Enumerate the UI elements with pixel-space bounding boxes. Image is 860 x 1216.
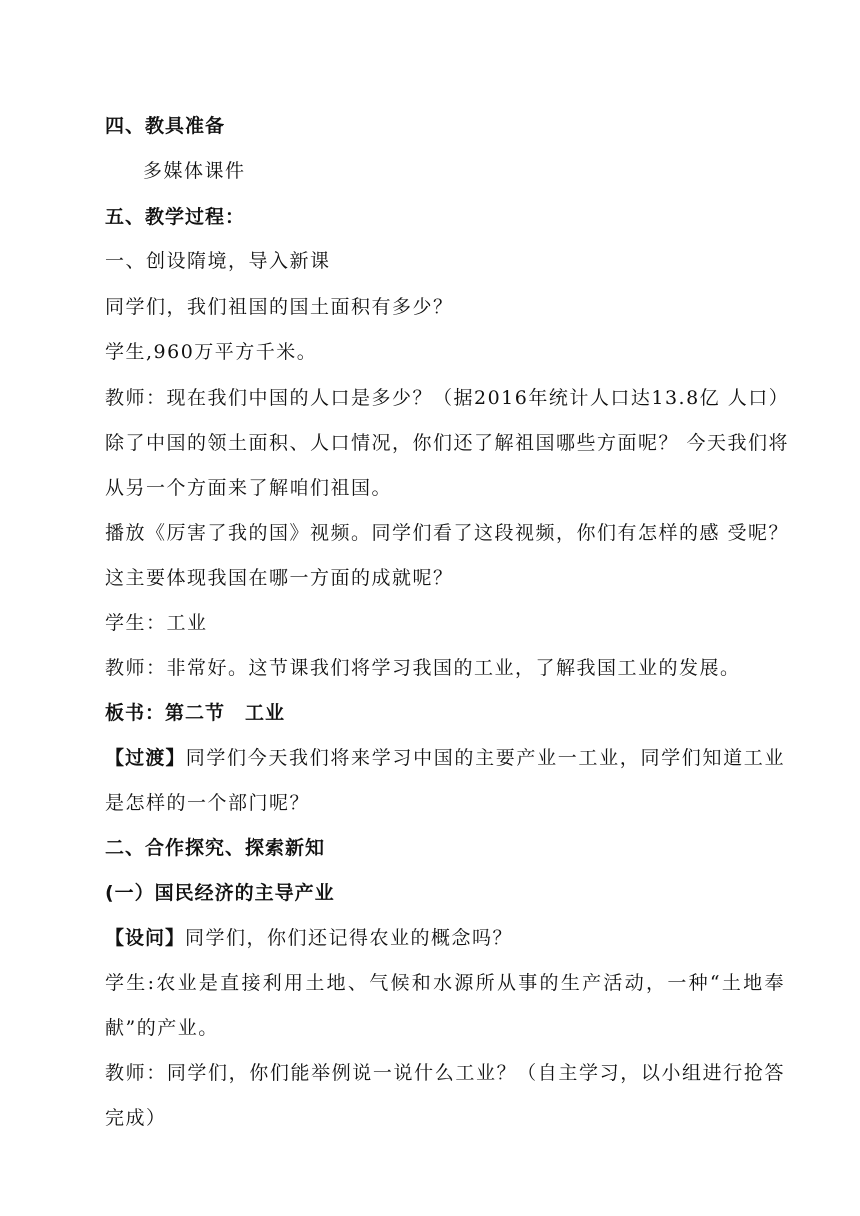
paragraph-line: 播放《厉害了我的国》视频。同学们看了这段视频，你们有怎样的感 受呢？ [105,522,790,544]
teaching-aids-text: 多媒体课件 [143,160,246,182]
blackboard-title: 板书：第二节 工业 [105,702,286,724]
paragraph-line: 教师：非常好。这节课我们将学习我国的工业，了解我国工业的发展。 [105,657,741,679]
question-tag: 【设问】 [105,927,186,949]
subheading-leading-industry: (一）国民经济的主导产业 [105,882,335,904]
paragraph-line: 同学们，我们祖国的国土面积有多少？ [105,296,454,318]
paragraph-transition [105,744,785,772]
paragraph-question [105,924,785,952]
paragraph-line: 学生：工业 [105,612,208,634]
subheading-introduction: 一、创设隋境，导入新课 [105,250,331,272]
paragraph-line: 是怎样的一个部门呢？ [105,792,311,814]
subheading-cooperative-inquiry: 二、合作探究、探索新知 [105,837,326,859]
paragraph-line: 除了中国的领土面积、人口情况，你们还了解祖国哪些方面呢？ 今天我们将 [105,432,790,454]
question-text: 同学们，你们还记得农业的概念吗？ [185,927,514,949]
paragraph-line: 学生:农业是直接利用土地、气候和水源所从事的生产活动，一种“土地奉 [105,972,785,994]
paragraph-line: 教师：同学们，你们能举例说一说什么工业？（自主学习，以小组进行抢答 [105,1062,785,1084]
paragraph-line: 学生,960万平方千米。 [105,341,318,363]
paragraph-line: 献”的产业。 [105,1017,219,1039]
transition-tag: 【过渡】 [105,747,186,769]
transition-text: 同学们今天我们将来学习中国的主要产业一工业，同学们知道工业 [185,747,785,769]
paragraph-line: 教师：现在我们中国的人口是多少？（据2016年统计人口达13.8亿 人口） [105,387,790,409]
paragraph-line: 从另一个方面来了解咱们祖国。 [105,477,393,499]
paragraph-line: 这主要体现我国在哪一方面的成就呢？ [105,567,454,589]
section-heading-teaching-process: 五、教学过程： [105,206,246,228]
paragraph-line: 完成） [105,1107,167,1129]
section-heading-teaching-aids: 四、教具准备 [105,115,226,137]
